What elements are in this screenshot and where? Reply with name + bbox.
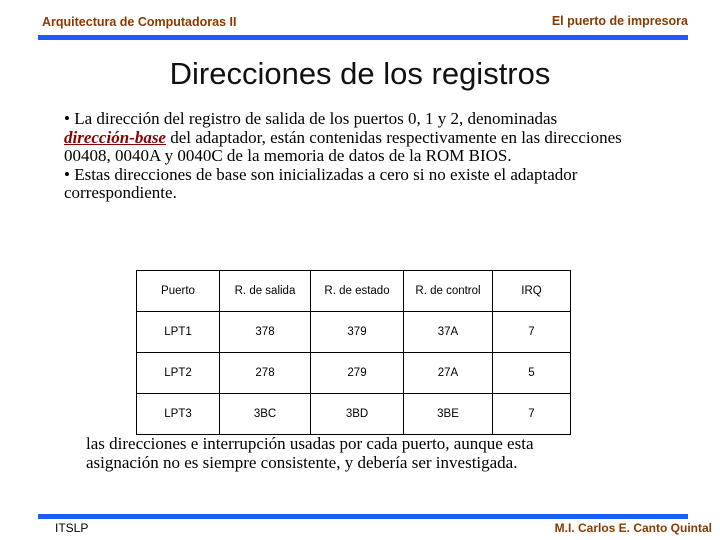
table-cell: 7	[493, 394, 571, 435]
table-cell: 7	[493, 312, 571, 353]
institution-label: ITSLP	[55, 521, 89, 535]
table-cell: 278	[220, 353, 311, 394]
table-row	[137, 353, 571, 394]
footnote-line-2: asignación no es siempre consistente, y debería ser investigada.	[86, 453, 518, 472]
body-text	[64, 110, 664, 203]
table-cell: 3BD	[311, 394, 404, 435]
table-cell: 378	[220, 312, 311, 353]
header-cell: R. de estado	[311, 271, 404, 312]
header-cell: Puerto	[137, 271, 220, 312]
table-cell: 379	[311, 312, 404, 353]
author-label: M.I. Carlos E. Canto Quintal	[554, 521, 712, 535]
slide-title: Direcciones de los registros	[169, 56, 551, 91]
header-cell: IRQ	[493, 271, 571, 312]
footnote-line-1: las direcciones e interrupción usadas por cada puerto, aunque esta	[86, 434, 534, 453]
registers-table	[136, 270, 571, 435]
table-cell: 3BC	[220, 394, 311, 435]
course-title: Arquitectura de Computadoras II	[42, 15, 237, 29]
table-cell: 279	[311, 353, 404, 394]
table-cell: 37A	[404, 312, 493, 353]
paragraph-1-end: del adaptador, están contenidas respectivamente en las direcciones 00408, 0040A y 0040C de la memoria de datos de la ROM BIOS.	[64, 127, 622, 166]
footnote-text	[86, 434, 646, 472]
table-cell: 3BE	[404, 394, 493, 435]
table-cell: 27A	[404, 353, 493, 394]
paragraph-2: • Estas direcciones de base son inicializadas a cero si no existe el adaptador correspondiente.	[64, 164, 578, 203]
table-row	[137, 312, 571, 353]
table-cell: LPT3	[137, 394, 220, 435]
table-cell: LPT2	[137, 353, 220, 394]
paragraph-1	[64, 110, 664, 166]
table-cell: 5	[493, 353, 571, 394]
header-cell: R. de control	[404, 271, 493, 312]
table-cell: LPT1	[137, 312, 220, 353]
table-row	[137, 394, 571, 435]
header-cell: R. de salida	[220, 271, 311, 312]
highlight-term: dirección-base	[64, 127, 166, 147]
top-divider-bar	[38, 35, 688, 40]
section-title: El puerto de impresora	[551, 14, 688, 28]
paragraph-1-start: • La dirección del registro de salida de los puertos 0, 1 y 2, denominadas	[64, 109, 558, 128]
table-header-row	[137, 271, 571, 312]
bottom-divider-bar	[38, 514, 688, 519]
